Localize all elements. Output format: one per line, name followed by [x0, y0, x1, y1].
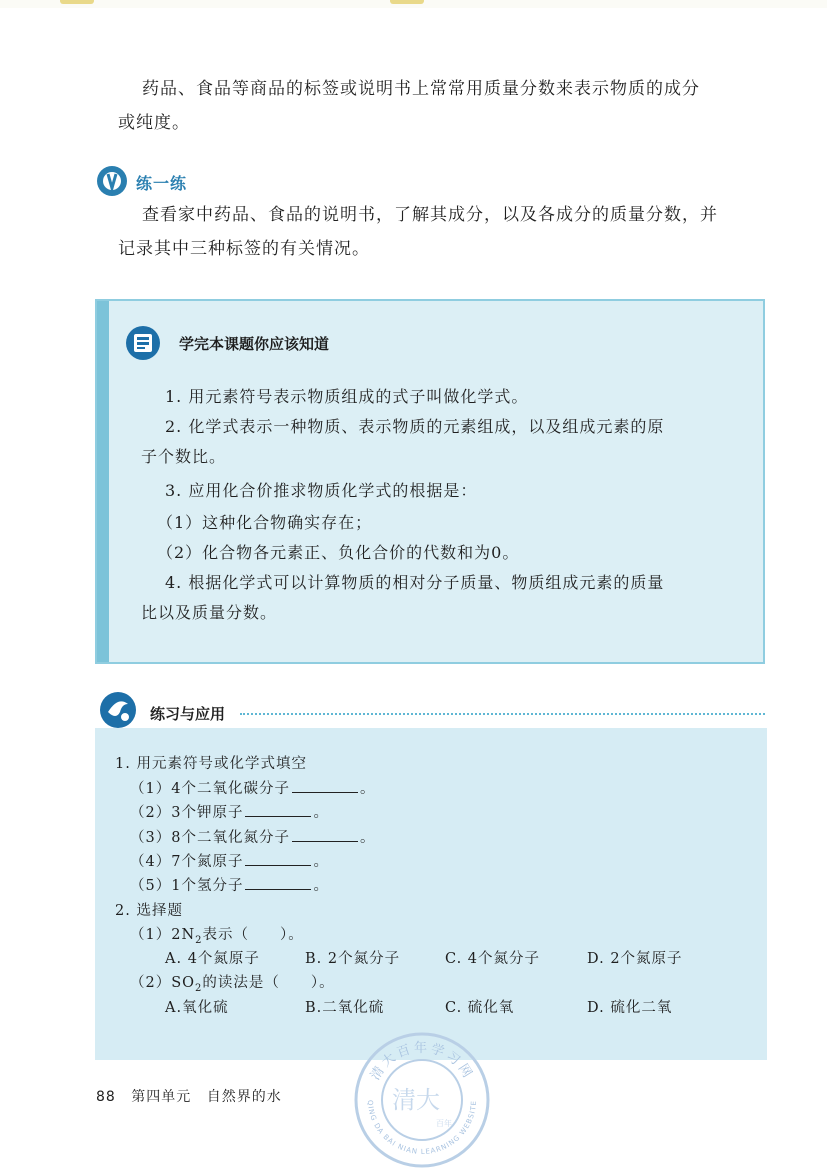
- svg-text:百年: 百年: [436, 1119, 452, 1128]
- practice-icon: [95, 164, 129, 198]
- q2-sub2-post: 的读法是（ ）。: [202, 975, 335, 991]
- q1-item-4: [130, 850, 329, 871]
- summary-item-3-2: （2）化合物各元素正、负化合价的代数和为0。: [157, 543, 520, 562]
- q1-item-3-text: （3）8个二氧化氮分子: [130, 830, 290, 846]
- summary-item-3-1: （1）这种化合物确实存在；: [157, 513, 373, 532]
- chapter-label: 自然界的水: [206, 1089, 282, 1105]
- answer-blank[interactable]: [292, 827, 358, 842]
- summary-item-4: 4. 根据化学式可以计算物质的相对分子质量、物质组成元素的质量: [165, 573, 665, 592]
- svg-text:QING DA BAI NIAN LEARNING WEBS: QING DA BAI NIAN LEARNING WEBSITE: [365, 1099, 479, 1157]
- q1-item-5: [130, 874, 329, 895]
- q2-sub1-option-b[interactable]: B. 2个氮分子: [305, 951, 401, 967]
- q1-item-3: [130, 826, 375, 847]
- q1-item-1: [130, 777, 375, 798]
- q2-sub2-subscript: 2: [195, 982, 203, 994]
- answer-blank[interactable]: [245, 802, 311, 817]
- q2-sub1-subscript: 2: [195, 934, 203, 946]
- q2-sub1-pre: （1）2N: [130, 927, 196, 943]
- summary-title: 学完本课题你应该知道: [179, 335, 330, 353]
- svg-text:清大: 清大: [392, 1086, 440, 1114]
- practice-paragraph: [118, 198, 768, 266]
- page-number: 88: [96, 1089, 116, 1105]
- svg-text:清大百年学习网: 清大百年学习网: [367, 1041, 477, 1084]
- top-mark-left: [60, 0, 94, 4]
- exercise-title: 练习与应用: [150, 705, 226, 723]
- summary-item-1: 1. 用元素符号表示物质组成的式子叫做化学式。: [165, 387, 529, 406]
- q1-item-1-text: （1）4个二氧化碳分子: [130, 781, 290, 797]
- q1-item-2: [130, 801, 329, 822]
- answer-blank[interactable]: [245, 875, 311, 890]
- summary-side-bar: [97, 301, 109, 662]
- q2-sub2: [130, 971, 335, 994]
- summary-item-2-cont: 子个数比。: [141, 447, 227, 466]
- q1-item-end: 。: [313, 878, 329, 894]
- q2-sub2-option-c[interactable]: C. 硫化氧: [445, 1000, 515, 1016]
- q2-stem: 2. 选择题: [115, 903, 183, 919]
- q2-sub1-post: 表示（ ）。: [202, 927, 304, 943]
- unit-label: 第四单元: [131, 1089, 192, 1105]
- top-mark-right: [390, 0, 424, 4]
- q1-item-end: 。: [313, 805, 329, 821]
- q2-sub1-option-c[interactable]: C. 4个氮分子: [445, 951, 541, 967]
- answer-blank[interactable]: [292, 778, 358, 793]
- book-icon: [125, 325, 161, 361]
- intro-line-1: 药品、食品等商品的标签或说明书上常常用质量分数来表示物质的成分: [142, 79, 700, 99]
- intro-paragraph: [118, 72, 768, 140]
- summary-item-2: 2. 化学式表示一种物质、表示物质的元素组成，以及组成元素的原: [165, 417, 665, 436]
- practice-title: 练一练: [136, 174, 188, 193]
- intro-line-2: 或纯度。: [118, 113, 190, 133]
- q1-item-end: 。: [359, 781, 376, 797]
- q1-item-2-text: （2）3个钾原子: [130, 805, 244, 821]
- q1-item-end: 。: [359, 830, 376, 846]
- practice-line-2: 记录其中三种标签的有关情况。: [118, 239, 370, 259]
- practice-line-1: 查看家中药品、食品的说明书，了解其成分，以及各成分的质量分数，并: [142, 205, 718, 225]
- q2-sub2-pre: （2）SO: [130, 975, 196, 991]
- q2-sub1: [130, 923, 304, 946]
- watermark-seal: [352, 1030, 492, 1170]
- q2-sub2-option-a[interactable]: A.氧化硫: [165, 1000, 229, 1016]
- q2-sub1-option-a[interactable]: A. 4个氮原子: [165, 951, 260, 967]
- q2-sub1-option-d[interactable]: D. 2个氮原子: [587, 951, 683, 967]
- exercise-title-dotted-rule: [240, 713, 765, 715]
- q1-item-end: 。: [313, 854, 329, 870]
- q1-item-5-text: （5）1个氢分子: [130, 878, 244, 894]
- answer-blank[interactable]: [245, 851, 311, 866]
- summary-box: [95, 299, 765, 664]
- exercise-icon: [98, 690, 138, 730]
- q2-sub2-option-b[interactable]: B.二氧化硫: [305, 1000, 385, 1016]
- q1-stem: 1. 用元素符号或化学式填空: [115, 756, 307, 772]
- q1-item-4-text: （4）7个氮原子: [130, 854, 244, 870]
- page-footer: [96, 1086, 292, 1106]
- q2-sub2-option-d[interactable]: D. 硫化二氧: [587, 1000, 673, 1016]
- summary-item-4-cont: 比以及质量分数。: [141, 603, 278, 622]
- summary-item-3: 3. 应用化合价推求物质化学式的根据是：: [165, 481, 478, 500]
